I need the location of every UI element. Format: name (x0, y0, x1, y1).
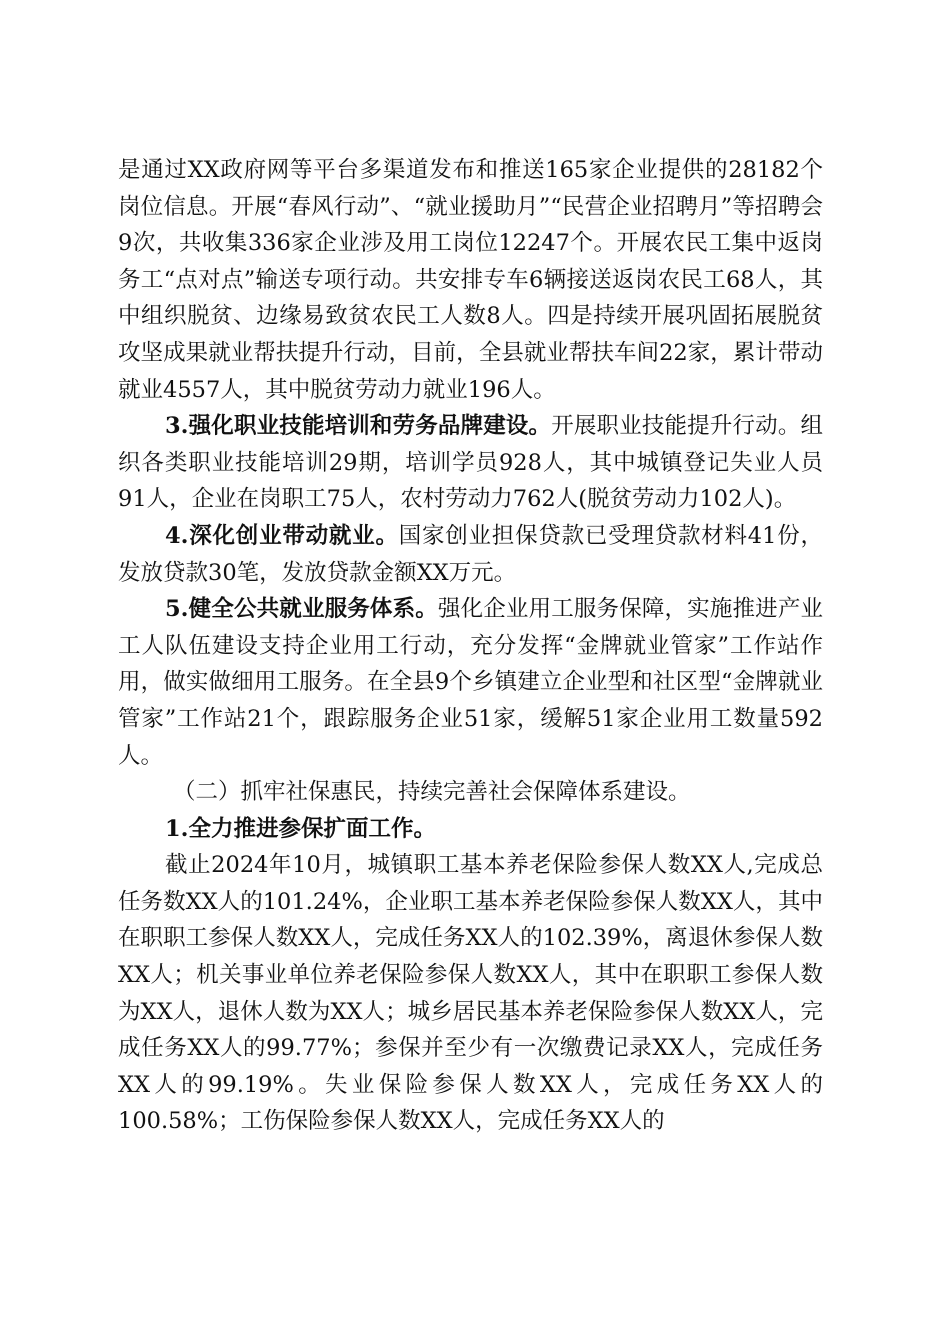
paragraph-entrepreneurship (118, 518, 823, 591)
heading-entrepreneurship: 4.深化创业带动就业。 (165, 522, 399, 549)
body-skills-training: 开展职业技能提升行动。组织各类职业技能培训29期，培训学员928人，其中城镇登记失业人员91人，企业在岗职工75人，农村劳动力762人(脱贫劳动力102人)。 (118, 413, 823, 513)
heading-skills-training: 3.强化职业技能培训和劳务品牌建设。 (165, 413, 552, 440)
heading-insurance-coverage: 1.全力推进参保扩面工作。 (165, 815, 436, 842)
heading-public-employment-service: 5.健全公共就业服务体系。 (165, 596, 438, 623)
paragraph-public-employment-service (118, 591, 823, 774)
paragraph-employment-info: 是通过XX政府网等平台多渠道发布和推送165家企业提供的28182个岗位信息。开展“春风行动”、“就业援助月”“民营企业招聘月”等招聘会9次，共收集336家企业涉及用工岗位12247个。开展农民工集中返岗务工“点对点”输送专项行动。共安排专车6辆接送返岗农民工68人，其中组织脱贫、边缘易致贫农民工人数8人。四是持续开展巩固拓展脱贫攻坚成果就业帮扶提升行动，目前，全县就业帮扶车间22家，累计带动就业4557人，其中脱贫劳动力就业196人。 (118, 157, 823, 403)
paragraph-skills-training (118, 408, 823, 518)
body-entrepreneurship: 国家创业担保贷款已受理贷款材料41份，发放贷款30笔，发放贷款金额XX万元。 (118, 522, 823, 586)
section-title-social-security: （二）抓牢社保惠民，持续完善社会保障体系建设。 (173, 779, 691, 806)
paragraph-insurance-coverage: 截止2024年10月，城镇职工基本养老保险参保人数XX人,完成总任务数XX人的101.24%，企业职工基本养老保险参保人数XX人，其中在职职工参保人数XX人，完成任务XX人的102.39%，离退休参保人数XX人；机关事业单位养老保险参保人数XX人，其中在职职工参保人数为XX人，退休人数为XX人；城乡居民基本养老保险参保人数XX人，完成任务XX人的99.77%；参保并至少有一次缴费记录XX人，完成任务XX人的99.19%。失业保险参保人数XX人，完成任务XX人的100.58%；工伤保险参保人数XX人，完成任务XX人的 (118, 852, 823, 1135)
document-page (118, 152, 823, 1140)
body-public-employment-service: 强化企业用工服务保障，实施推进产业工人队伍建设支持企业用工行动，充分发挥“金牌就业管家”工作站作用，做实做细用工服务。在全县9个乡镇建立企业型和社区型“金牌就业管家”工作站21个，跟踪服务企业51家，缓解51家企业用工数量592人。 (118, 596, 823, 769)
